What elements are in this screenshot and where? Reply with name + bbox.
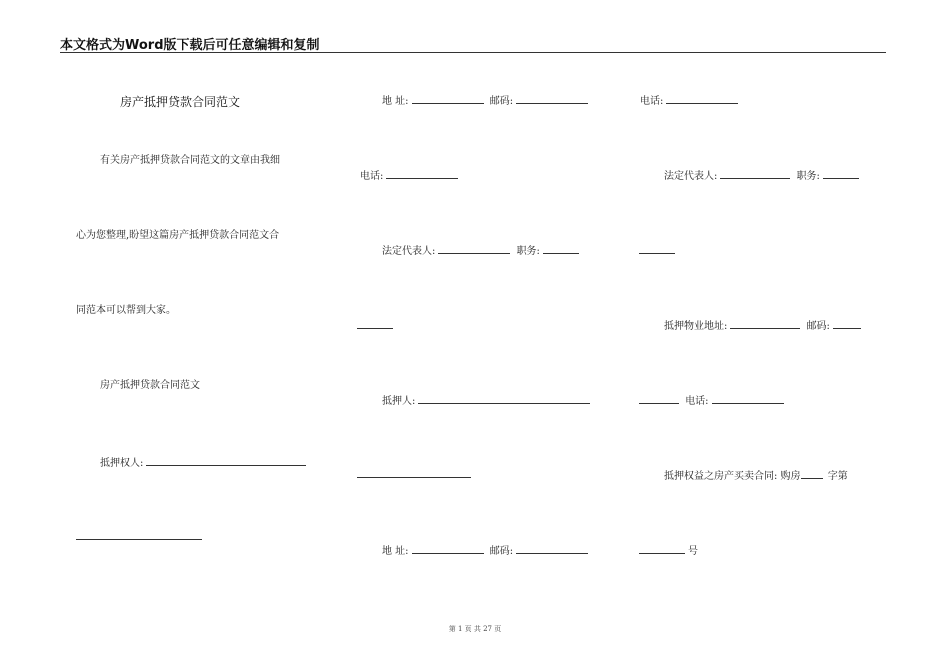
contract-number-row	[639, 543, 698, 558]
legal-rep2-label: 法定代表人:	[664, 171, 718, 182]
property-postcode-blank	[833, 318, 861, 329]
postcode2-label: 邮码:	[489, 546, 514, 557]
legal-rep-row-2	[664, 168, 862, 183]
postcode-label: 邮码:	[489, 96, 514, 107]
phone-row-2	[640, 93, 741, 108]
contract-subtitle: 房产抵押贷款合同范文	[100, 380, 200, 391]
mortgagor-blank	[418, 393, 590, 404]
postcode-continuation-blank	[639, 393, 679, 404]
mortgagor-field	[382, 393, 593, 408]
mortgagor-continuation-blank	[357, 477, 471, 478]
address-label: 地 址:	[382, 96, 409, 107]
postcode-blank	[516, 93, 588, 104]
address2-label: 地 址:	[382, 546, 409, 557]
position-label: 职务:	[516, 246, 540, 257]
phone-row-1	[360, 168, 461, 183]
address-row-2	[382, 543, 591, 558]
document-title: 房产抵押贷款合同范文	[120, 95, 241, 109]
position2-blank	[823, 168, 859, 179]
legal-rep2-blank	[720, 168, 790, 179]
phone3-blank	[712, 393, 784, 404]
property-address-row	[664, 318, 864, 333]
mortgagee-label: 抵押权人:	[100, 458, 144, 469]
mortgagee-field	[100, 455, 309, 470]
position-continuation-blank	[357, 328, 393, 329]
phone2-blank	[666, 93, 738, 104]
purchase-contract-row	[664, 468, 848, 483]
position2-label: 职务:	[796, 171, 820, 182]
position-blank	[543, 243, 579, 254]
intro-line-3: 同范本可以帮到大家。	[76, 305, 176, 316]
hao-label: 号	[688, 546, 698, 557]
address-row-1	[382, 93, 591, 108]
purchase-contract-label: 抵押权益之房产买卖合同: 购房	[664, 471, 801, 482]
postcode2-blank	[516, 543, 588, 554]
legal-rep-blank	[438, 243, 510, 254]
legal-rep-label: 法定代表人:	[382, 246, 436, 257]
phone3-label: 电话:	[685, 396, 709, 407]
page-number: 第 1 页 共 27 页	[448, 625, 502, 633]
intro-line-1: 有关房产抵押贷款合同范文的文章由我细	[100, 155, 280, 166]
header-divider	[60, 52, 886, 53]
property-postcode-label: 邮码:	[806, 321, 830, 332]
mortgagee-continuation-blank	[76, 539, 202, 540]
address2-blank	[412, 543, 484, 554]
purchase-contract-blank	[801, 468, 823, 479]
contract-number-blank	[639, 543, 685, 554]
legal-rep-row-1	[382, 243, 582, 258]
position2-continuation-blank	[639, 253, 675, 254]
mortgagor-label: 抵押人:	[382, 396, 416, 407]
phone-row-3	[639, 393, 787, 408]
phone-label: 电话:	[360, 171, 384, 182]
property-address-blank	[730, 318, 800, 329]
address-blank	[412, 93, 484, 104]
intro-line-2: 心为您整理,盼望这篇房产抵押贷款合同范文合	[76, 230, 280, 241]
phone-blank	[386, 168, 458, 179]
page-header-title: 本文格式为Word版下载后可任意编辑和复制	[60, 38, 320, 53]
phone2-label: 电话:	[640, 96, 664, 107]
zi-di-label: 字第	[827, 471, 848, 482]
property-address-label: 抵押物业地址:	[664, 321, 728, 332]
mortgagee-blank	[146, 455, 306, 466]
